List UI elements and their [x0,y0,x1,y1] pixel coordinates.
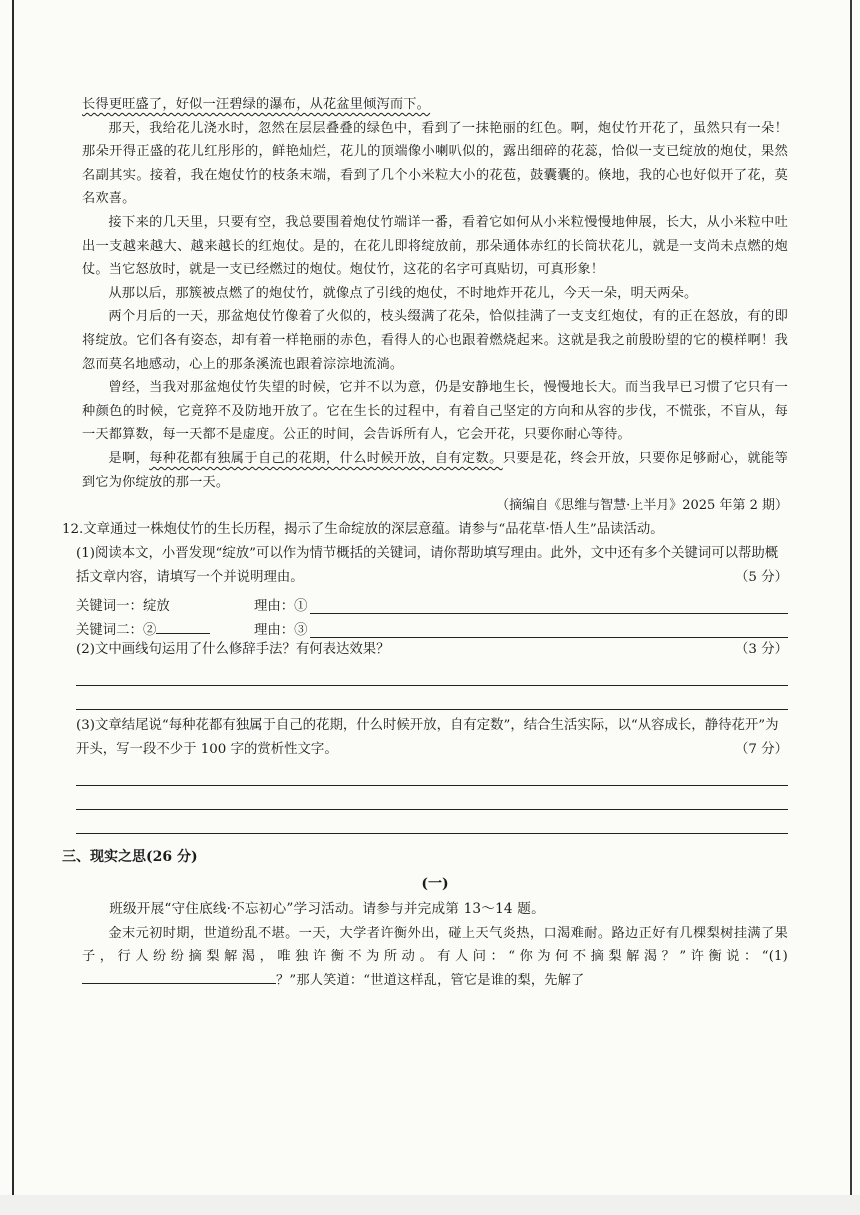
underlined-key-sentence: 每种花都有独属于自己的花期，什么时候开放，自有定数。 [149,450,503,466]
story-part-b: ？”那人笑道：“世道这样乱，管它是谁的梨，先解了 [276,972,585,988]
answer-line-sub3-2[interactable] [76,786,788,810]
page-bottom-margin [0,1195,860,1215]
page-border-left [12,0,14,1195]
question-12-sub3 [76,714,788,762]
page-content [62,93,788,992]
section-3-story [82,922,788,993]
question-12-stem: 12.文章通过一株炮仗竹的生长历程，揭示了生命绽放的深层意蕴。请参与“品花草·悟人生”品读活动。 [62,522,664,538]
article-source: （摘编自《思维与智慧·上半月》2025 年第 2 期） [496,498,788,514]
keyword-2-label: 关键词二：② [76,623,157,639]
question-12 [62,518,788,834]
keyword-1-label: 关键词一：绽放 [76,599,170,615]
article-paragraph-0 [82,93,788,117]
sub2-text: (2)文中画线句运用了什么修辞手法？有何表达效果？ [76,642,390,658]
question-12-sub1 [76,542,788,590]
keyword-2-blank[interactable] [156,618,210,634]
story-part-a: 金末元初时期，世道纷乱不堪。一天，大学者许衡外出，碰上天气炎热，口渴难耐。路边正好有几棵梨树挂满了果子，行人纷纷摘梨解渴，唯独许衡不为所动。有人问：“你为何不摘梨解渴？”许衡说：“(1) [82,925,788,965]
story-answer-blank[interactable] [82,969,276,984]
keyword-2-row [76,614,788,638]
article-paragraph-4: 两个月后的一天，那盆炮仗竹像着了火似的，枝头缀满了花朵，恰似挂满了一支支红炮仗，有的正在怒放，有的即将绽放。它们各有姿态，却有着一样艳丽的赤色，看得人的心也跟着燃烧起来。这就是我之前殷盼望的它的模样啊！我忽而莫名地感动，心上的那条溪流也跟着淙淙地流淌。 [82,309,788,372]
question-12-sub2 [76,638,788,662]
answer-line-sub2-2[interactable] [76,686,788,710]
section-3-subtitle: (一) [421,876,449,893]
keyword-1-reason-label: 理由：① [254,599,308,615]
para6-start: 是啊， [108,450,150,466]
sub2-score: （3 分） [735,642,788,658]
article-paragraph-5: 曾经，当我对那盆炮仗竹失望的时候，它并不以为意，仍是安静地生长，慢慢地长大。而当我早已习惯了它只有一种颜色的时候，它竟猝不及防地开放了。它在生长的过程中，有着自己坚定的方向和从容的步伐，不慌张，不盲从，每一天都算数，每一天都不是虚度。公正的时间，会告诉所有人，它会开花，只要你耐心等待。 [82,380,788,443]
keyword-2-reason-blank[interactable] [310,620,788,638]
keyword-2-cell [76,618,254,638]
answer-line-sub2-1[interactable] [76,662,788,686]
article-paragraph-6 [82,447,788,494]
wavy-underlined-sentence: 长得更旺盛了，好似一汪碧绿的瀑布，从花盆里倾泻而下。 [82,97,431,112]
answer-line-sub3-1[interactable] [76,762,788,786]
section-3-intro: 班级开展“守住底线·不忘初心”学习活动。请参与并完成第 13～14 题。 [109,901,545,918]
keyword-1-row [76,590,788,614]
section-3-title: 三、现实之思(26 分) [62,849,198,866]
sub3-score: （7 分） [735,742,788,758]
article-paragraph-3: 从那以后，那簇被点燃了的炮仗竹，就像点了引线的炮仗，不时地炸开花儿，今天一朵，明天两朵。 [108,285,698,301]
answer-line-sub3-3[interactable] [76,810,788,834]
article-paragraph-1: 那天，我给花儿浇水时，忽然在层层叠叠的绿色中，看到了一抹艳丽的红色。啊，炮仗竹开花了，虽然只有一朵！那朵开得正盛的花儿红彤彤的，鲜艳灿烂，花儿的顶端像小喇叭似的，露出细碎的花蕊，恰似一支已绽放的炮仗，果然名副其实。接着，我在炮仗竹的枝条末端，看到了几个小米粒大小的花苞，鼓囊囊的。倏地，我的心也好似开了花，莫名欢喜。 [82,120,788,207]
sub1-score: （5 分） [735,570,788,586]
keyword-1-reason-blank[interactable] [310,596,788,614]
sub3-text: (3)文章结尾说“每种花都有独属于自己的花期，什么时候开放，自有定数”，结合生活实际，以“从容成长，静待花开”为开头，写一段不少于 100 字的赏析性文字。 [76,718,779,758]
article-paragraph-2: 接下来的几天里，只要有空，我总要围着炮仗竹端详一番，看着它如何从小米粒慢慢地伸展，长大，从小米粒中吐出一支越来越大、越来越长的红炮仗。是的，在花儿即将绽放前，那朵通体赤红的长筒状花儿，就是一支尚未点燃的炮仗。当它怒放时，就是一支已经燃过的炮仗。炮仗竹，这花的名字可真贴切，可真形象！ [82,214,788,278]
sub1-text: (1)阅读本文，小晋发现“绽放”可以作为情节概括的关键词，请你帮助填写理由。此外，文中还有多个关键词可以帮助概括文章内容，请填写一个并说明理由。 [76,546,779,586]
para6-end: 只要是花，终会开放，只要你足够耐心，就能等到它为你绽放的那一天。 [82,450,788,490]
keyword-2-reason-label: 理由：③ [254,623,308,639]
page-border-right [850,0,852,1195]
